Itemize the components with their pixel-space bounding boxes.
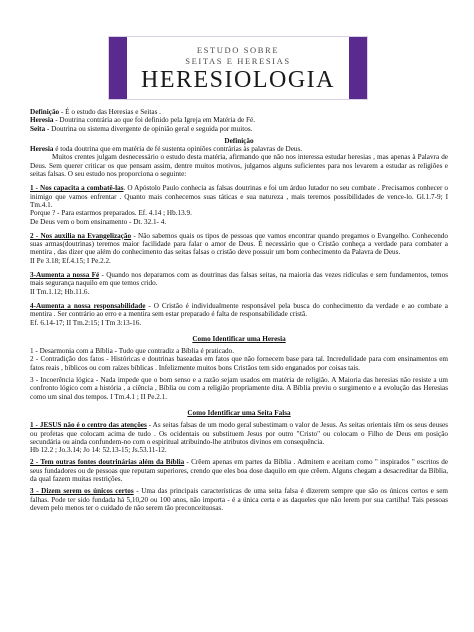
seita-item-3: 3 - Dizem serem os únicos certos - Uma das principais características de uma seita falsa é dizerem sempre que são os únicos certos e sem falhas. Pode ter sido fundada há 5,10,20 ou 100 anos, não importa - é a única certa e as daqueles que não lerem por sua cartilha! Tais pessoas devem pelo menos ter o cuidado de não serem tão preconceituosas. <box>30 487 448 512</box>
definition-term: Seita <box>30 124 46 133</box>
item-1-extra-1: Porque ? - Para estarmos preparados. Ef. 4.14 ; Hb.13.9. <box>30 209 192 218</box>
seita-item-2-head: 2 - Tem outras fontes doutrinárias além da Bíblia <box>30 458 185 467</box>
item-3: 3-Aumenta a nossa Fé - Quando nos deparamos com as doutrinas das falsas seitas, na maioria das vezes ridículas e sem fundamentos, temos mais segurança naquilo em que temos crido. <box>30 271 448 288</box>
banner-stripe-right <box>349 37 367 99</box>
item-1: 1 - Nos capacita a combatê-las. O Apóstolo Paulo conhecia as falsas doutrinas e foi um árduo lutador no seu combate . Precisamos conhecer o inimigo que vamos enfrentar . Quanto mais conhecemos suas táticas e sua natureza , mais teremos possibilidades de vence-lo. Gl.1.7-9; I Tm.4.1. <box>30 184 448 209</box>
document-body <box>30 108 448 512</box>
definicao-paragraph-1: Heresia é toda doutrina que em matéria de fé sustenta opiniões contrárias às palavras de Deus. <box>30 145 303 154</box>
definition-text: - Doutrina contrária ao que foi definido pela Igreja em Matéria de Fé. <box>53 116 255 125</box>
definition-term: Definição <box>30 108 60 116</box>
item-4-extra: Ef. 6.14-17; II Tm.2:15; I Tm 3:13-16. <box>30 318 142 327</box>
definition-line <box>30 108 448 116</box>
item-3-head: 3-Aumenta a nossa Fé <box>30 271 100 280</box>
definicao-term: Heresia <box>30 145 54 154</box>
heresia-item-1: 1 - Desarmonia com a Bíblia - Tudo que contradiz a Bíblia é praticado. <box>30 347 234 356</box>
banner-line-2: SEITAS E HERESIAS <box>185 56 291 66</box>
heresia-item-2: 2 - Contradição dos fatos - Históricas e doutrinas baseadas em fatos que não fornecem base para tal. Incredulidade para com ensinamentos em fatos reais , bíblicos ou com raízes bíblicas . Infelizmente muitos bons Cristãos tem sido enganados por coisas tais. <box>30 355 448 372</box>
item-2: 2 - Nos auxilia na Evangelização - Não sabemos quais os tipos de pessoas que vamos encontrar quando pregamos o Evangelho. Conhecendo suas armas(doutrinas) teremos maior facilidade para falar o amor de Deus. É necessário que o Cristão conheça a verdade para combater a mentira , das dizer que além do conhecimento das seitas falsas o cristão deve possuir um bom conhecimento da Palavra de Deus. <box>30 231 448 257</box>
definition-term: Heresia <box>30 116 54 125</box>
title-banner <box>108 36 368 100</box>
seita-item-1-extra: Hb 12.2 ; Jo.3.14; Jo 14: 52.13-15; Js.53.11-12. <box>30 446 167 455</box>
item-1-head: 1 - Nos capacita a combatê-las <box>30 184 124 193</box>
seita-item-2: 2 - Tem outras fontes doutrinárias além da Bíblia - Crêem apenas em partes da Bíblia . Admitem e aceitam como " inspirados " escritos de seus fundadores ou de pessoas que reputam superiores, crendo que eles boa dose daquilo em que crêem. Alguns chegam a desacreditar da Bíblia, da qual fazem muitas restrições. <box>30 458 449 483</box>
banner-line-1: ESTUDO SOBRE <box>196 45 280 55</box>
definition-text: - Doutrina ou sistema divergente de opinião geral e seguida por muitos. <box>45 124 253 133</box>
banner-stripe-left <box>109 37 127 99</box>
item-4-head: 4-Aumenta a nossa responsabilidade <box>30 301 146 310</box>
item-2-extra: II Pe 3.18; Ef.4.15; I Pe.2.2. <box>30 256 111 265</box>
section-title-definicao: Definição <box>224 136 254 145</box>
item-4: 4-Aumenta a nossa responsabilidade - O Cristão é individualmente responsável pela busca do conhecimento da verdade e ao combate a mentira . Ser contrário ao erro e a mentira sem estar preparado é falta de responsabilidade cristã. <box>30 301 448 319</box>
section-title-seita: Como Identificar uma Seita Falsa <box>187 408 291 417</box>
seita-item-1: 1 - JESUS não é o centro das atenções - As seitas falsas de um modo geral subestimam o valor de Jesus. As seitas orientais têm os seus deuses ou profetas que colocam acima de tudo . Os ocidentais ou substituem Jesus por outro "Cristo" ou colocam o Filho de Deus em posição secundária ou ainda confundem-no com o espiritual atribuindo-lhe atributos divinos em consequência. <box>30 421 448 446</box>
seita-item-1-head: 1 - JESUS não é o centro das atenções <box>30 421 147 430</box>
item-3-extra: II Tm.1.12; Hb.11.6. <box>30 287 90 296</box>
definition-text: - É o estudo das Heresias e Seitas . <box>59 108 161 116</box>
seita-item-3-head: 3 - Dizem serem os únicos certos <box>30 487 134 496</box>
heresia-item-3: 3 - Incoerência lógica - Nada impede que o bom senso e a razão sejam usados em matéria de religião. A Maioria das heresias não resiste a um confronto lógico com a história , a ciência , Bíblia ou com a religião propriamente dita. A Bíblia previu o surgimento e a evolução das Heresias como um sinal dos tempos. I Tm.4.1 ; II Pe.2.1. <box>30 376 448 401</box>
definicao-paragraph-2: Muitos crentes julgam desnecessário o estudo desta matéria, afirmando que não nos interessa estudar heresias , mas apenas à Palavra de Deus. Sem querer criticar os que pensam assim, dentre muitos motivos, julgamos alguns suficientes para nos levarem a estudar as religiões e seitas falsas. O seu estudo nos proporciona o seguinte: <box>30 153 448 179</box>
banner-title: HERESIOLOGIA <box>141 67 335 93</box>
item-2-head: 2 - Nos auxilia na Evangelização <box>30 231 132 240</box>
section-title-heresia: Como Identificar uma Heresia <box>192 334 286 343</box>
definition-line <box>30 125 448 133</box>
definition-line <box>30 116 448 124</box>
item-1-extra-2: De Deus vem o bom ensinamento - Dt. 32.1- 4. <box>30 217 167 226</box>
